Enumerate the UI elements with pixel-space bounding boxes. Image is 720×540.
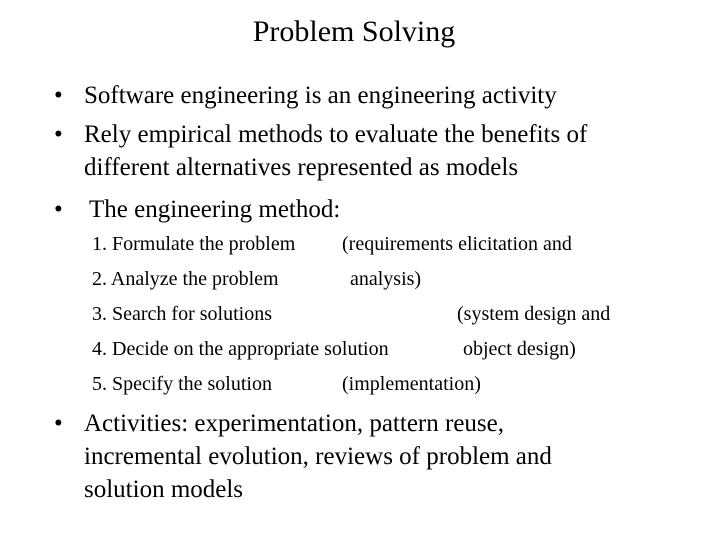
step-item: 2. Analyze the problem	[92, 268, 279, 290]
step-item: 5. Specify the solution	[92, 373, 272, 395]
bullet-line: different alternatives represented as models	[84, 154, 519, 181]
bullet-text	[84, 118, 587, 184]
bullet-line: Rely empirical methods to evaluate the benefits of	[84, 121, 588, 148]
step-note: (system design and	[457, 303, 611, 325]
bullet-icon: •	[54, 82, 63, 109]
step-item: 3. Search for solutions	[92, 303, 272, 325]
bullet-text	[84, 79, 557, 112]
bullet-line: The engineering method:	[89, 196, 341, 223]
step-item: 1. Formulate the problem	[92, 233, 296, 255]
bullet-text	[89, 193, 340, 226]
bullet-line: solution models	[84, 476, 244, 503]
bullet-icon: •	[54, 121, 63, 148]
bullet-line: Activities: experimentation, pattern reuse,	[84, 410, 504, 437]
bullet-icon: •	[54, 196, 63, 223]
step-note: object design)	[463, 338, 576, 360]
step-note: analysis)	[350, 268, 422, 290]
step-note: (requirements elicitation and	[342, 233, 572, 255]
slide-title: Problem Solving	[252, 15, 456, 48]
step-item: 4. Decide on the appropriate solution	[92, 338, 389, 360]
bullet-line: incremental evolution, reviews of problem and	[84, 443, 552, 470]
bullet-text	[84, 407, 552, 506]
bullet-line: Software engineering is an engineering activity	[84, 82, 557, 109]
bullet-icon: •	[54, 410, 63, 437]
step-note: (implementation)	[342, 373, 481, 395]
